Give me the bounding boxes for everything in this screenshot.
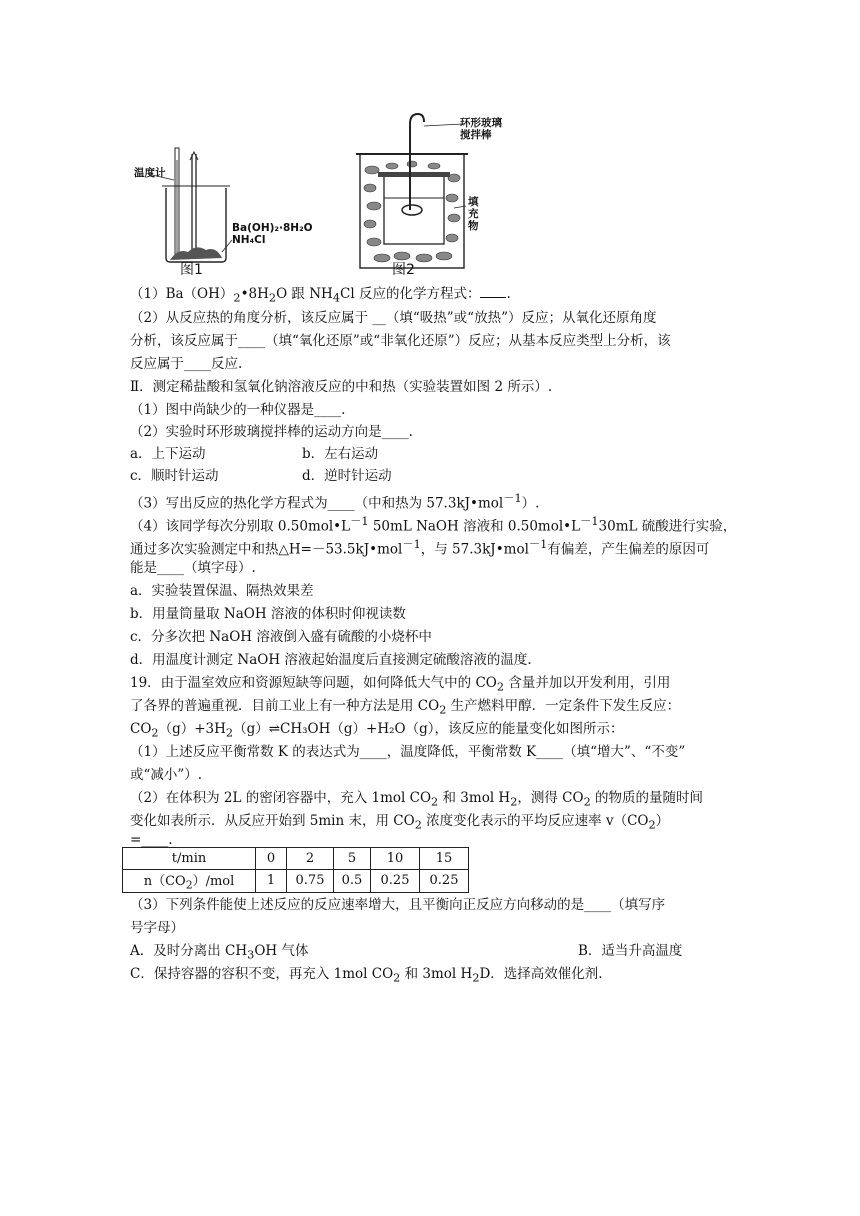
figure-1-thermometer-label: 温度计 [134,167,166,179]
figure-1-caption: 图1 [180,262,203,278]
option-a-insulation: a．实验装置保温、隔热效果差 [130,583,314,599]
figure-2-caption: 图2 [392,262,415,278]
question-2-4-line-1: （4）该同学每次分别取 $0.50mol•L^{-1}$ 50mL NaOH 溶液和 $0.50mol•L^{-1}30mL$ 硫酸进行实验， [130,515,737,535]
table-row: $n(CO_2)$/mol 1 0.75 0.5 0.25 0.25 [123,870,469,893]
question-2-4-line-2: 通过多次实验测定中和热△H=－53.5kJ•mol$^{-1}$，与 57.3kJ•mol$^{-1}$有偏差，产生偏差的原因可 [130,538,710,558]
question-1-1: $(1)Ba(OH)_2•8H_2O$ 跟 $NH_4Cl$ 反应的化学方程式： . [130,286,511,305]
question-19-2-line-1: （2）在体积为 2L 的密闭容器中，充入 1mol $CO_2$ 和 3mol $H_2$，测得 $CO_2$ 的物质的量随时间 [130,790,704,809]
reaction-equation: $CO_2(g)+3H_2(g)\rightleftharpoons CH_3OH(g)+H_2O(g)$，该反应的能量变化如图所示： [130,721,624,740]
figure-1-beaker-illustration [130,140,330,280]
option-d-temperature: d．用温度计测定 NaOH 溶液起始温度后直接测定硫酸溶液的温度. [130,652,532,668]
question-19-2-line-3: =____. [130,832,173,848]
question-19-3-line-1: （3）下列条件能使上述反应的反应速率增大，且平衡向正反应方向移动的是____（填写序 [130,897,666,913]
option-c-pouring: c．分多次把 NaOH 溶液倒入盛有硫酸的小烧杯中 [130,629,432,645]
question-19-1-line-1: （1）上述反应平衡常数 K 的表达式为____，温度降低，平衡常数 K____（填“增大”、“不变” [130,744,686,760]
question-19-3-line-2: 号字母） [130,920,184,936]
question-1-2-line-1: （2）从反应热的角度分析，该反应属于 __（填“吸热”或“放热”）反应；从氧化还原角度 [130,310,657,326]
question-1-2-line-3: 反应属于____反应. [130,356,243,372]
option-row-cd-19: C．保持容器的容积不变，再充入 1mol $CO_2$ 和 3mol $H_2D$．选择高效催化剂. [130,966,603,985]
question-19-line-1: 19．由于温室效应和资源短缺等问题，如何降低大气中的 $CO_2$ 含量并加以开发利用，引用 [130,675,671,694]
question-2-1: （1）图中尚缺少的一种仪器是____. [130,402,346,418]
option-row-cd: c．顺时针运动 d．逆时针运动 [130,468,392,484]
question-19-1-line-2: 或“减小”）. [130,767,203,783]
figure-2-fill-label: 填 充 物 [468,196,479,232]
section-2-heading: Ⅱ．测定稀盐酸和氢氧化钠溶液反应的中和热（实验装置如图 2 所示）. [130,379,553,395]
option-row-ab: a．上下运动 b．左右运动 [130,446,379,462]
question-2-2: （2）实验时环形玻璃搅拌棒的运动方向是____. [130,424,413,440]
answer-blank [480,285,506,298]
figure-2-calorimeter-illustration [352,110,472,280]
figure-1-reagent-label: Ba(OH)₂·8H₂O NH₄Cl [232,222,313,246]
question-2-3: （3）写出反应的热化学方程式为____（中和热为 57.3kJ•mol$^{-1}$）. [130,492,540,512]
co2-amount-table [122,847,469,893]
question-19-2-line-2: 变化如表所示．从反应开始到 5min 末，用 $CO_2$ 浓度变化表示的平均反应速率 $v(CO_2)$ [130,813,670,832]
option-b-reading: b．用量筒量取 NaOH 溶液的体积时仰视读数 [130,606,406,622]
question-2-4-line-3: 能是____（填字母）. [130,560,256,576]
option-row-ab-19: A．及时分离出 $CH_3OH$ 气体 B．适当升高温度 [130,943,683,962]
table-row: t/min 0 2 5 10 15 [123,848,469,870]
question-1-2-line-2: 分析，该反应属于____（填“氧化还原”或“非氧化还原”）反应；从基本反应类型上分析，该 [130,333,671,349]
question-19-line-2: 了各界的普遍重视．目前工业上有一种方法是用 $CO_2$ 生产燃料甲醇．一定条件下发生反应： [130,698,681,717]
figure-2-stirrer-label: 环形玻璃 搅拌棒 [460,117,502,141]
